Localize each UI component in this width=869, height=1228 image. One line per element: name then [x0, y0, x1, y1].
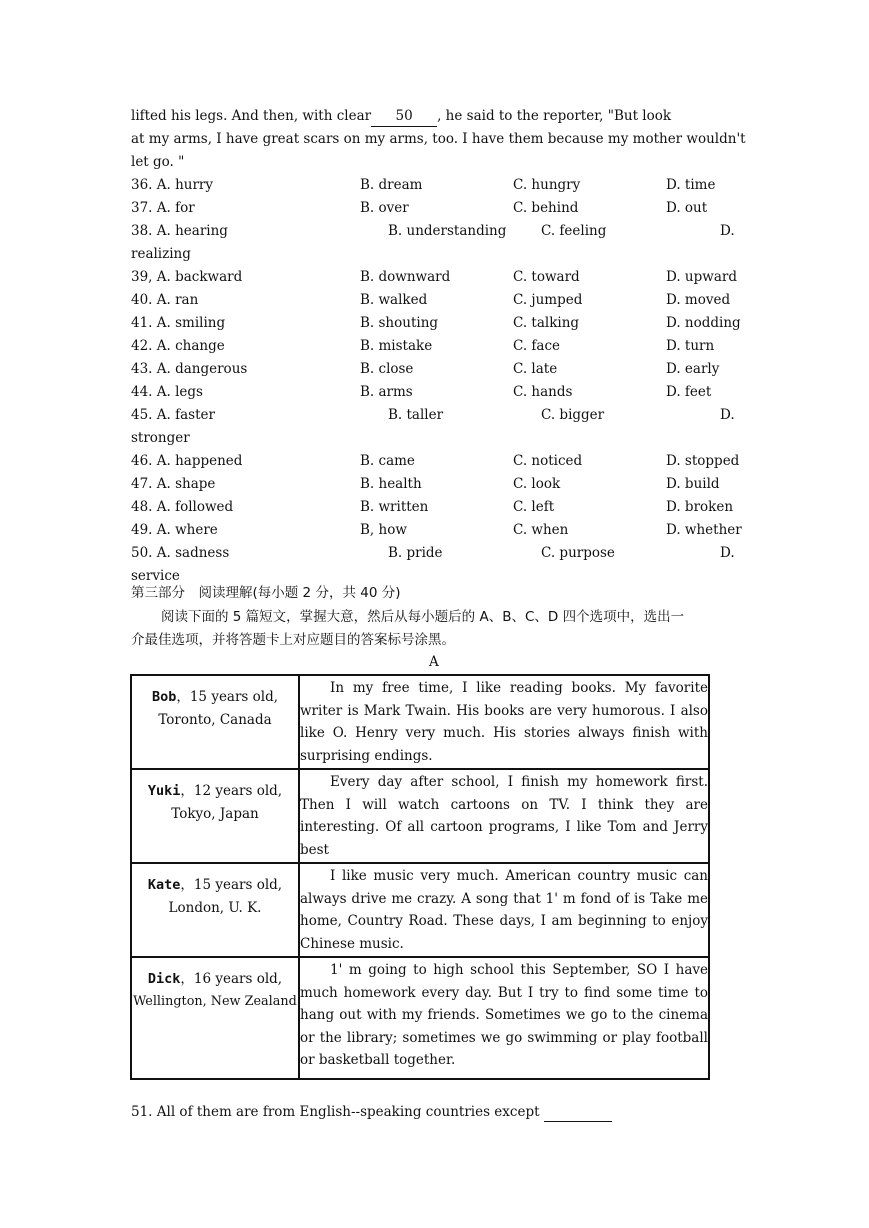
option-c: C. jumped — [513, 292, 583, 308]
answer-blank[interactable] — [544, 1107, 612, 1122]
option-a: 49. A. where — [131, 522, 218, 538]
option-c: C. bigger — [541, 407, 605, 423]
description-cell — [299, 957, 709, 1079]
person-cell — [131, 957, 299, 1079]
table-row — [131, 957, 709, 1079]
description-text: 1' m going to high school this September, SO I have much homework every day. But I try to find some time to hang out with my friends. Sometimes we go to the cinema or the library; sometimes we go swimming or play football or basketball together. — [300, 962, 708, 1068]
option-c: C. look — [513, 476, 561, 492]
option-d: D. nodding — [666, 315, 741, 331]
passage-line-2: at my arms, I have great scars on my arms, too. I have them because my mother wouldn't — [131, 131, 746, 147]
option-b: B, how — [360, 522, 407, 538]
option-d: D. build — [666, 476, 720, 492]
blank-50: 50 — [371, 106, 437, 127]
option-b: B. shouting — [360, 315, 439, 331]
description-cell — [299, 675, 709, 769]
option-c: C. behind — [513, 200, 579, 216]
person-location: London, U. K. — [168, 899, 262, 916]
option-d: D. — [720, 545, 735, 561]
option-b: B. understanding — [388, 223, 507, 239]
option-d-wrap: service — [131, 568, 180, 584]
option-d: D. turn — [666, 338, 715, 354]
option-b: B. mistake — [360, 338, 433, 354]
instructions-line-1: 阅读下面的 5 篇短文，掌握大意，然后从每小题后的 A、B、C、D 四个选项中，选出一 — [161, 609, 685, 625]
option-d: D. feet — [666, 384, 712, 400]
person-cell — [131, 769, 299, 863]
option-b: B. walked — [360, 292, 428, 308]
passage-line-3: let go. " — [131, 154, 185, 170]
option-d: D. time — [666, 177, 716, 193]
option-d: D. upward — [666, 269, 737, 285]
option-d-wrap: stronger — [131, 430, 190, 446]
description-text: I like music very much. American country music can always drive me crazy. A song that 1' m fond of is Take me home, Country Road. These days, I am beginning to enjoy Chinese music. — [300, 868, 708, 952]
option-c: C. noticed — [513, 453, 583, 469]
question-51-text: 51. All of them are from English--speaking countries except — [131, 1104, 540, 1120]
person-age: ，15 years old, — [180, 877, 283, 893]
option-c: C. face — [513, 338, 561, 354]
option-b: B. taller — [388, 407, 444, 423]
option-d: D. whether — [666, 522, 742, 538]
reading-table — [130, 674, 710, 1080]
option-c: C. purpose — [541, 545, 615, 561]
passage-text: , he said to the reporter, "But look — [437, 108, 672, 124]
option-b: B. close — [360, 361, 414, 377]
option-a: 37. A. for — [131, 200, 195, 216]
option-d: D. out — [666, 200, 708, 216]
person-location: Tokyo, Japan — [171, 805, 259, 822]
option-d: D. moved — [666, 292, 731, 308]
option-c: C. hungry — [513, 177, 581, 193]
person-cell — [131, 675, 299, 769]
option-a: 42. A. change — [131, 338, 225, 354]
option-a: 40. A. ran — [131, 292, 199, 308]
person-age: ，12 years old, — [180, 783, 283, 799]
person-location: Wellington, New Zealand — [133, 993, 297, 1009]
option-a: 50. A. sadness — [131, 545, 230, 561]
table-row — [131, 863, 709, 957]
option-d: D. — [720, 407, 735, 423]
option-c: C. late — [513, 361, 558, 377]
table-row — [131, 675, 709, 769]
option-a: 43. A. dangerous — [131, 361, 248, 377]
passage-line-1 — [131, 106, 671, 127]
description-cell — [299, 863, 709, 957]
option-a: 41. A. smiling — [131, 315, 226, 331]
option-c: C. hands — [513, 384, 573, 400]
option-d: D. broken — [666, 499, 734, 515]
option-b: B. written — [360, 499, 429, 515]
option-a: 48. A. followed — [131, 499, 234, 515]
description-text: Every day after school, I finish my homework first. Then I will watch cartoons on TV. I think they are interesting. Of all cartoon programs, I like Tom and Jerry best — [300, 774, 708, 858]
section-heading: 第三部分 阅读理解(每小题 2 分，共 40 分) — [131, 585, 401, 601]
person-age: ，16 years old, — [180, 971, 283, 987]
option-b: B. arms — [360, 384, 413, 400]
instructions-line-2: 介最佳选项，并将答题卡上对应题目的答案标号涂黑。 — [131, 632, 455, 648]
person-name: Kate — [147, 877, 181, 893]
option-b: B. over — [360, 200, 409, 216]
option-b: B. pride — [388, 545, 443, 561]
description-text: In my free time, I like reading books. My favorite writer is Mark Twain. His books are very humorous. I also like O. Henry very much. His stories always finish with surprising endings. — [300, 680, 708, 764]
option-c: C. feeling — [541, 223, 607, 239]
option-a: 47. A. shape — [131, 476, 216, 492]
option-a: 44. A. legs — [131, 384, 203, 400]
question-51 — [131, 1102, 612, 1122]
option-c: C. when — [513, 522, 569, 538]
table-row — [131, 769, 709, 863]
option-c: C. left — [513, 499, 555, 515]
option-a: 36. A. hurry — [131, 177, 214, 193]
person-name: Yuki — [147, 783, 181, 799]
person-name: Dick — [147, 971, 181, 987]
option-a: 39, A. backward — [131, 269, 243, 285]
person-location: Toronto, Canada — [158, 711, 272, 728]
option-a: 46. A. happened — [131, 453, 243, 469]
passage-text: lifted his legs. And then, with clear — [131, 108, 372, 124]
option-b: B. downward — [360, 269, 451, 285]
option-b: B. dream — [360, 177, 423, 193]
option-d: D. — [720, 223, 735, 239]
option-d-wrap: realizing — [131, 246, 191, 262]
passage-label: A — [429, 654, 439, 670]
option-a: 38. A. hearing — [131, 223, 228, 239]
option-d: D. early — [666, 361, 720, 377]
option-a: 45. A. faster — [131, 407, 215, 423]
description-cell — [299, 769, 709, 863]
option-c: C. talking — [513, 315, 580, 331]
option-d: D. stopped — [666, 453, 740, 469]
option-b: B. health — [360, 476, 422, 492]
option-b: B. came — [360, 453, 415, 469]
person-cell — [131, 863, 299, 957]
person-name: Bob — [151, 689, 177, 705]
option-c: C. toward — [513, 269, 580, 285]
person-age: ，15 years old, — [176, 689, 279, 705]
